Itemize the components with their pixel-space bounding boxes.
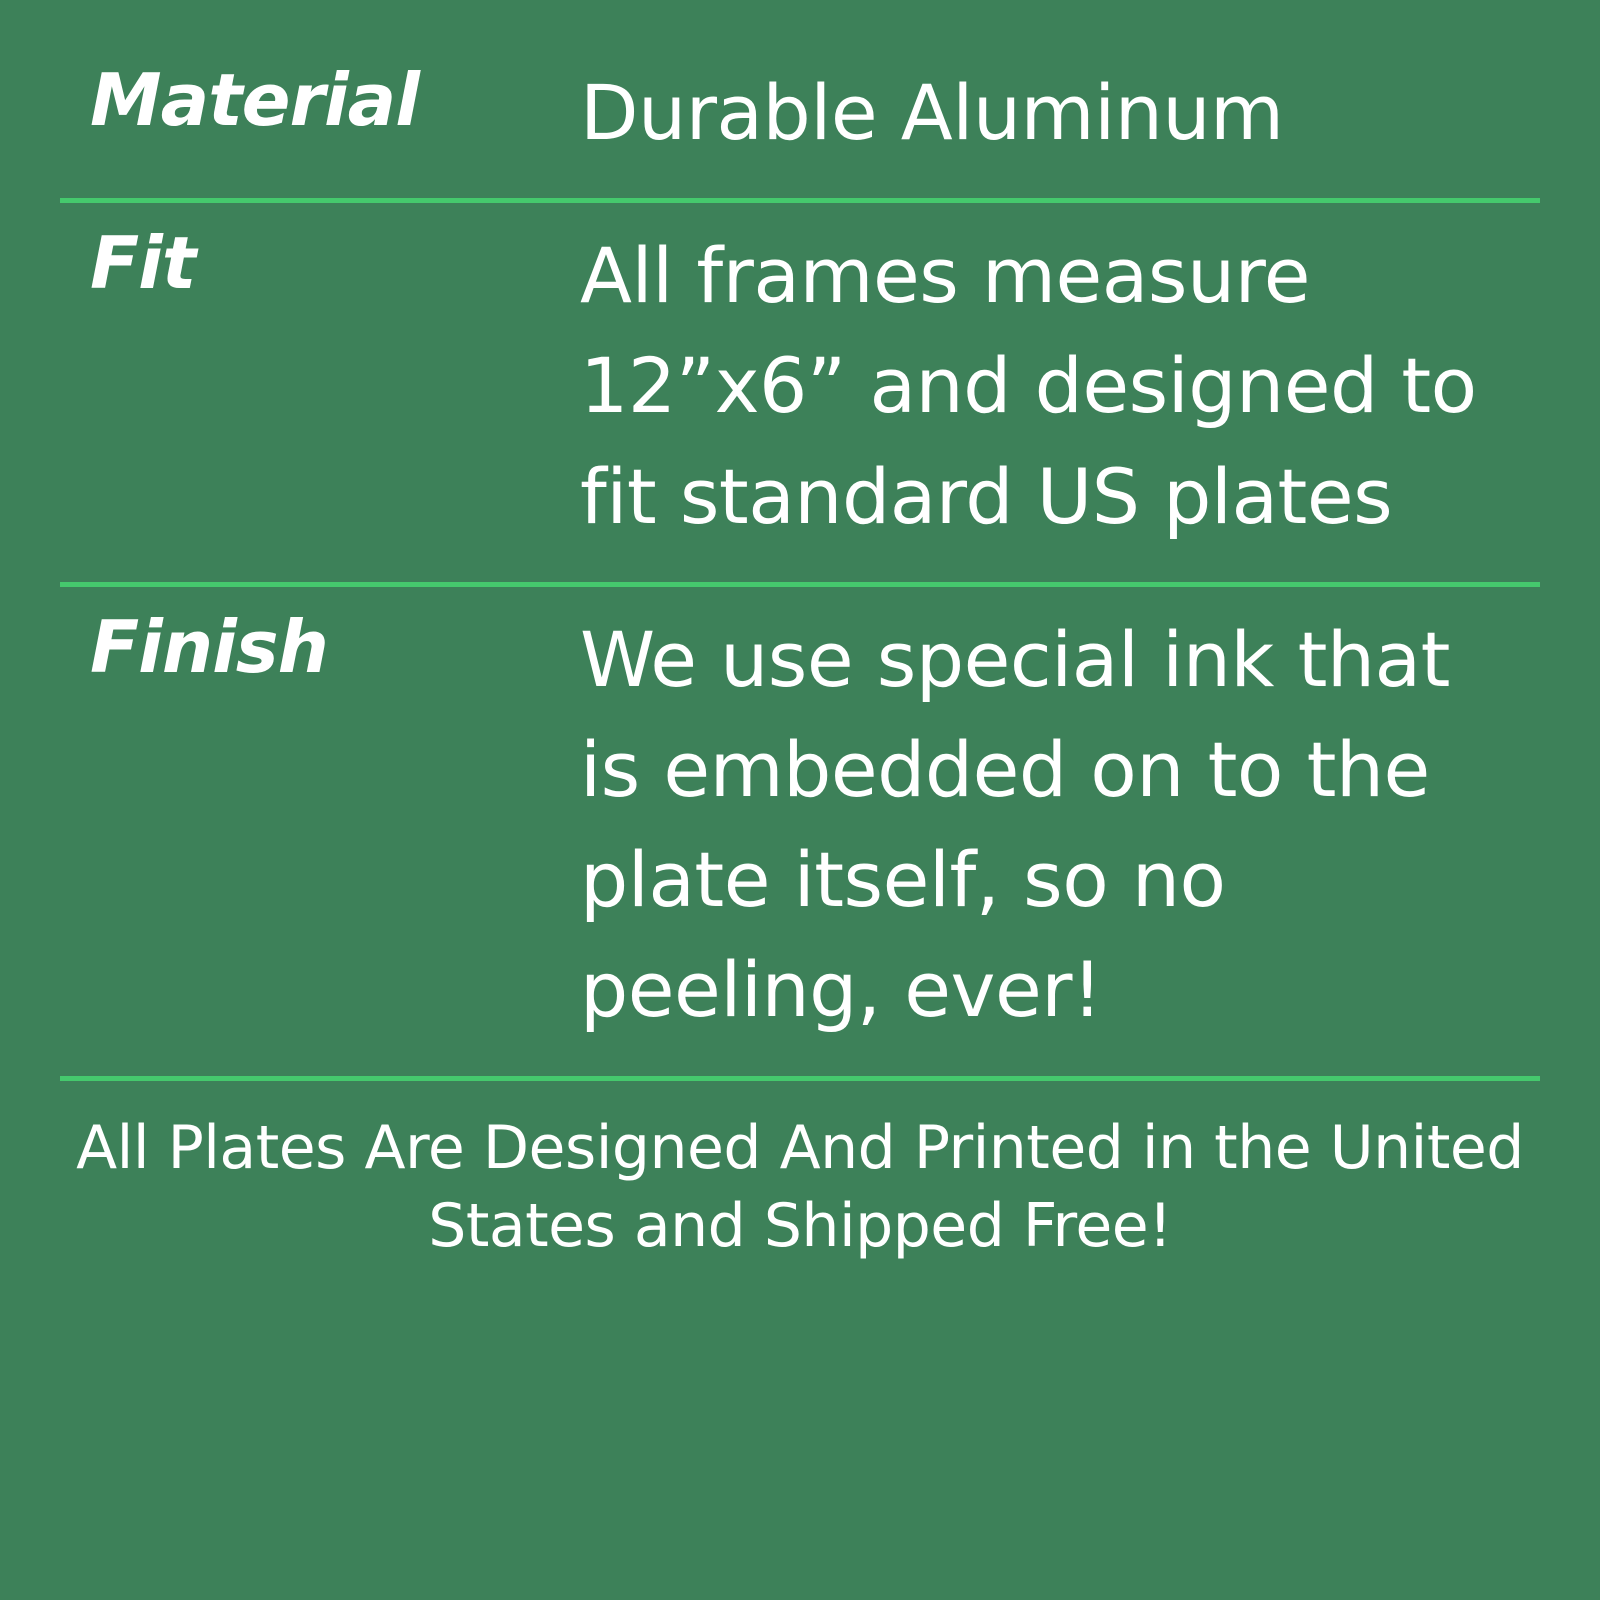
spec-label-finish: Finish <box>90 604 328 689</box>
spec-row <box>60 587 1540 1076</box>
spec-value-material: Durable Aluminum <box>580 68 1284 157</box>
spec-row <box>60 203 1540 582</box>
spec-value-finish: We use special ink that is embedded on to the plate itself, so no peeling, ever! <box>580 614 1450 1035</box>
spec-value-fit: All frames measure 12”x6” and designed to fit standard US plates <box>580 231 1477 541</box>
spec-label-fit: Fit <box>90 221 196 306</box>
spec-label-material: Material <box>90 58 419 142</box>
spec-row <box>60 40 1540 198</box>
footer-note: All Plates Are Designed And Printed in the United States and Shipped Free! <box>76 1112 1524 1261</box>
